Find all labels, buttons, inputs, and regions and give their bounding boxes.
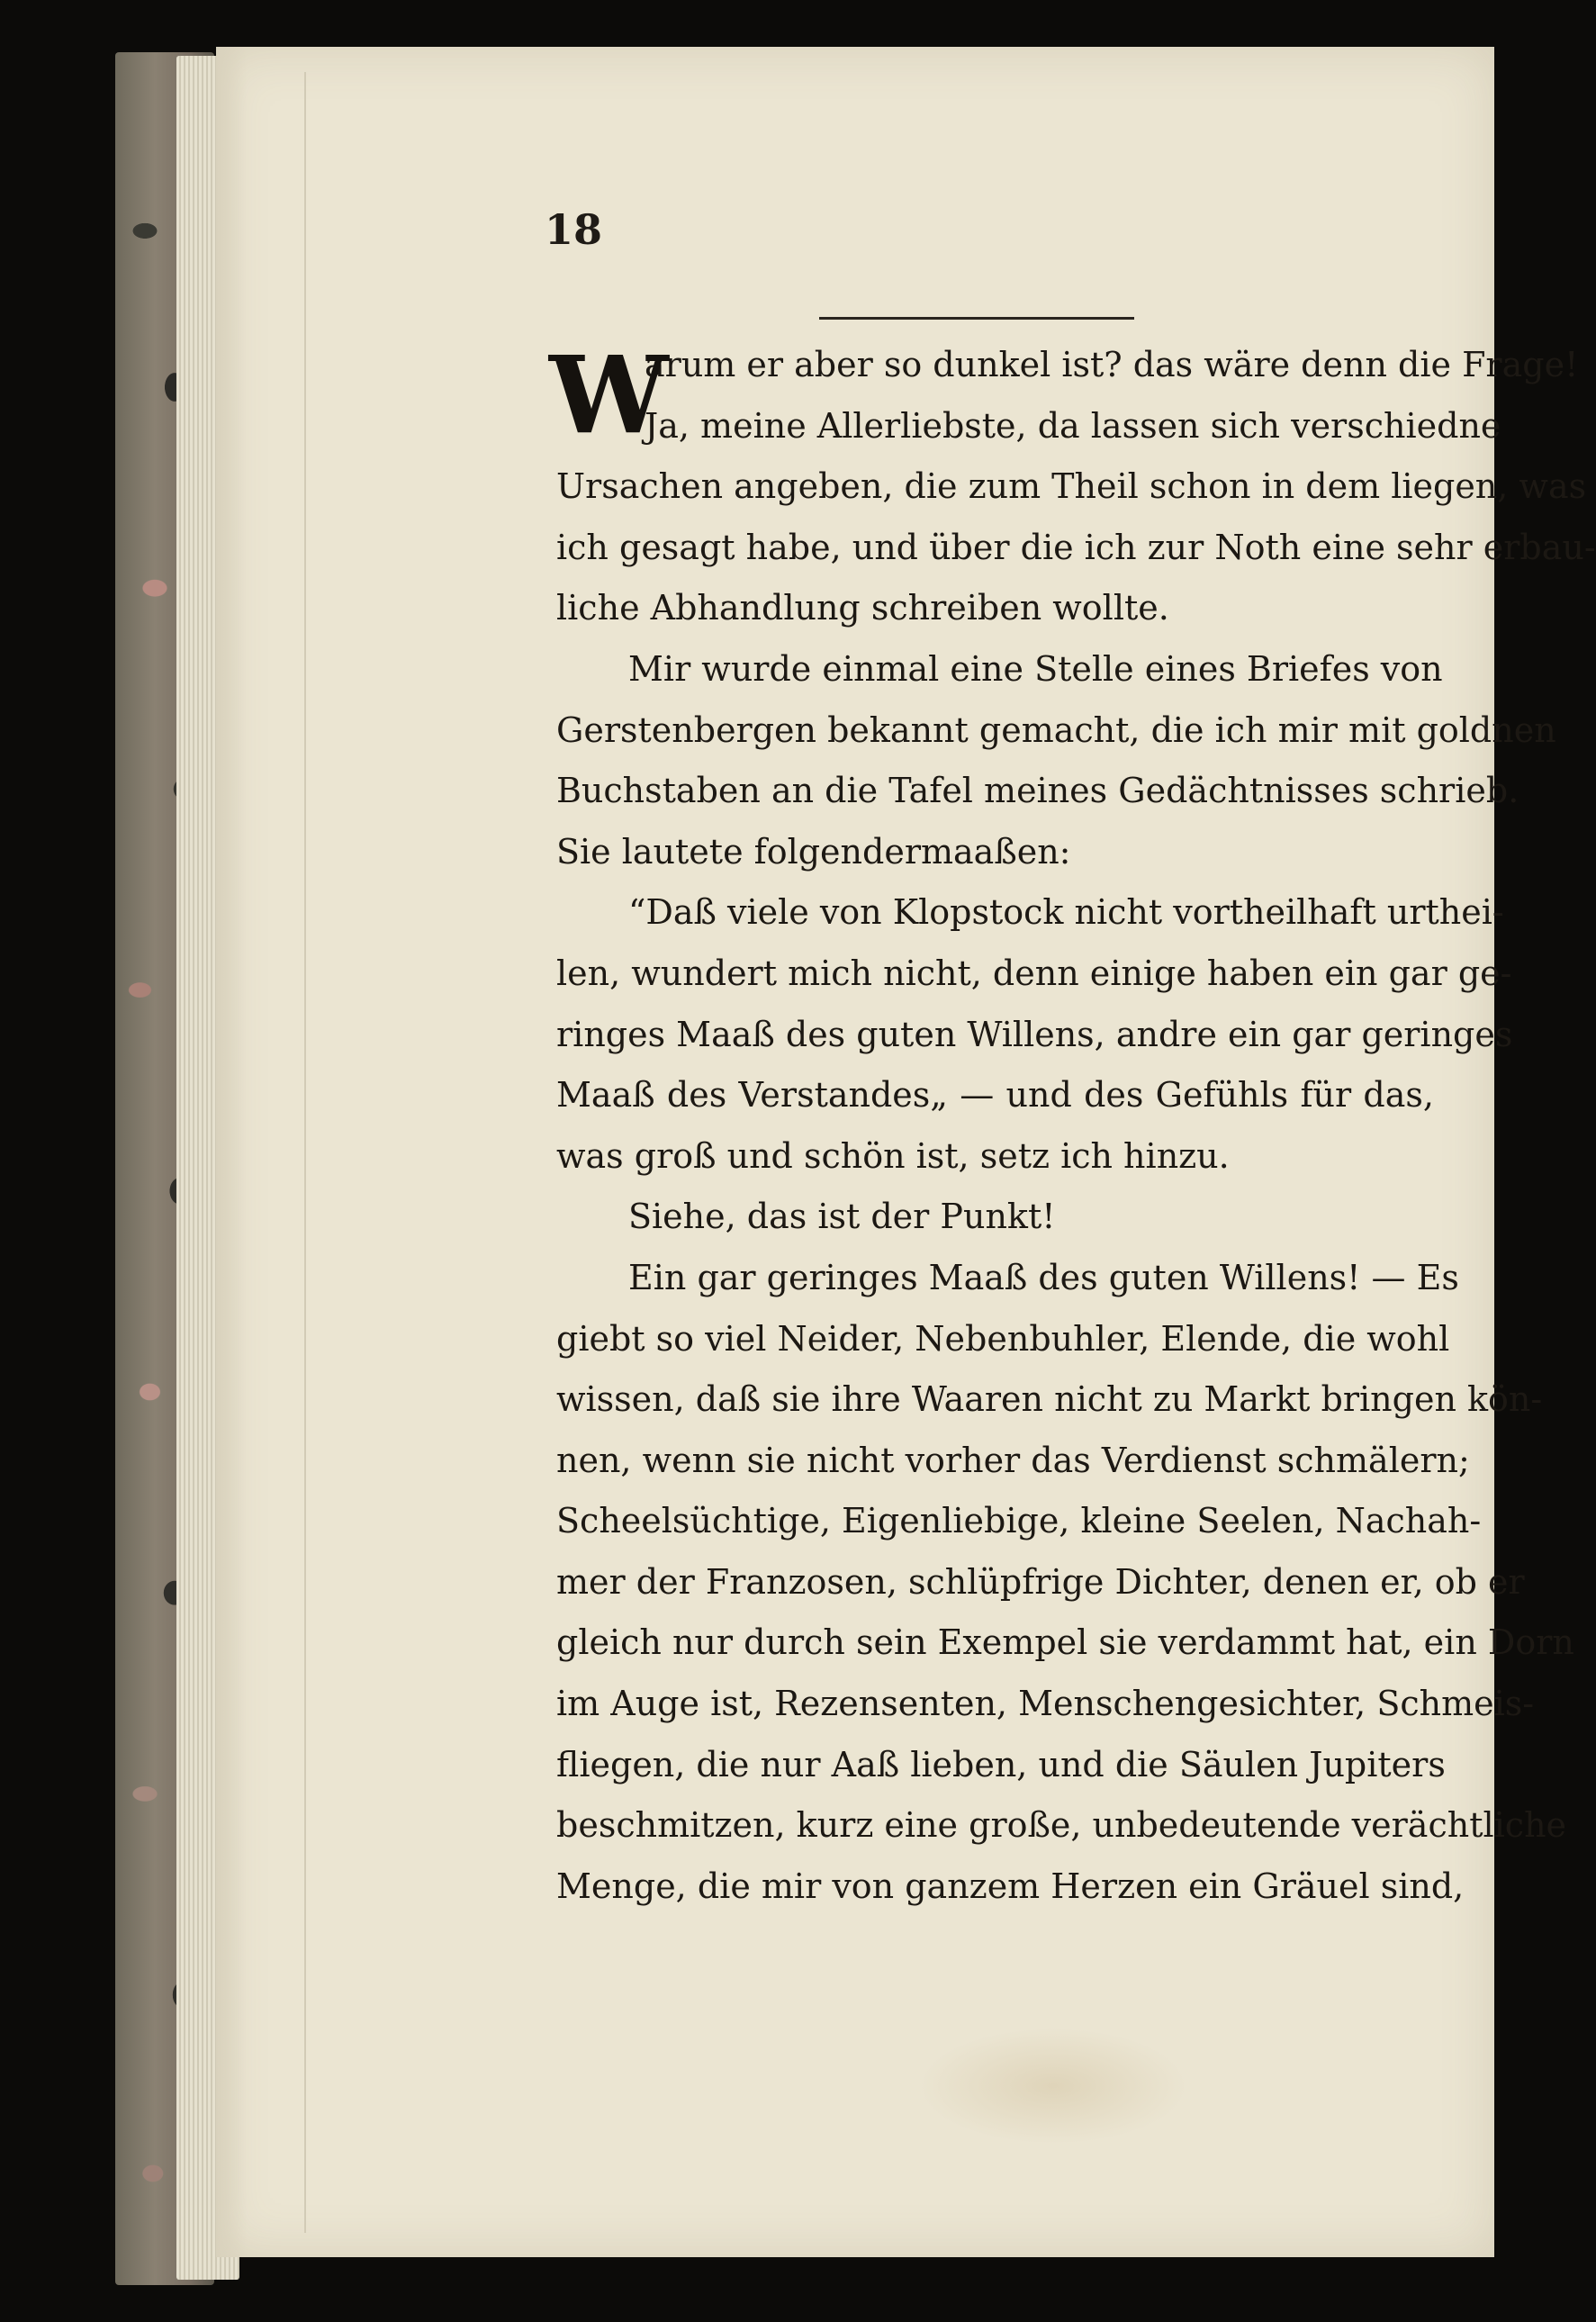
page-gutter-line [304, 72, 306, 2233]
text-line: Ursachen angeben, die zum Theil schon in dem liegen, was [556, 466, 1587, 507]
body-text [549, 332, 1596, 1917]
header-rule [819, 317, 1134, 320]
text-line: “Daß viele von Klopstock nicht vortheilhaft urthei- [628, 892, 1504, 933]
text-line: gleich nur durch sein Exempel sie verdammt hat, ein Dorn [556, 1622, 1574, 1663]
text-line: Siehe, das ist der Punkt! [628, 1197, 1056, 1237]
text-line: Ein gar geringes Maaß des guten Willens! — Es [628, 1257, 1459, 1297]
text-line: was groß und schön ist, setz ich hinzu. [556, 1135, 1230, 1176]
text-line: Menge, die mir von ganzem Herzen ein Gräuel sind, [556, 1866, 1465, 1906]
text-line: nen, wenn sie nicht vorher das Verdienst schmälern; [556, 1440, 1470, 1480]
text-line: len, wundert mich nicht, denn einige haben ein gar ge- [556, 953, 1512, 993]
text-line: Gerstenbergen bekannt gemacht, die ich mir mit goldnen [556, 709, 1556, 750]
text-line: giebt so viel Neider, Nebenbuhler, Elende, die wohl [556, 1318, 1450, 1359]
text-line: im Auge ist, Rezensenten, Menschengesichter, Schmeis- [556, 1684, 1535, 1724]
text-line: ringes Maaß des guten Willens, andre ein gar geringes [556, 1014, 1513, 1054]
text-line: wissen, daß sie ihre Waaren nicht zu Markt bringen kön- [556, 1379, 1543, 1420]
text-line: liche Abhandlung schreiben wollte. [556, 588, 1169, 628]
text-line: Maaß des Verstandes„ — und des Gefühls für das, [556, 1075, 1434, 1116]
text-line: Buchstaben an die Tafel meines Gedächtnisses schrieb. [556, 771, 1519, 811]
text-line: mer der Franzosen, schlüpfrige Dichter, denen er, ob er [556, 1561, 1525, 1602]
page-number: 18 [545, 205, 603, 254]
text-line: Mir wurde einmal eine Stelle eines Briefes von [628, 648, 1443, 689]
text-line: fliegen, die nur Aaß lieben, und die Säulen Jupiters [556, 1744, 1446, 1784]
text-line: Sie lautete folgendermaaßen: [556, 831, 1071, 872]
text-line: beschmitzen, kurz eine große, unbedeutende verächtliche [556, 1805, 1567, 1846]
drop-cap: W [549, 332, 669, 457]
water-stain [918, 2028, 1188, 2145]
text-line: arum er aber so dunkel ist? das wäre denn die Frage! [645, 345, 1579, 384]
text-line: Ja, meine Allerliebste, da lassen sich verschiedne [645, 405, 1501, 446]
text-line: ich gesagt habe, und über die ich zur Noth eine sehr erbau- [556, 527, 1596, 567]
text-line: Scheelsüchtige, Eigenliebige, kleine Seelen, Nachah- [556, 1501, 1482, 1541]
